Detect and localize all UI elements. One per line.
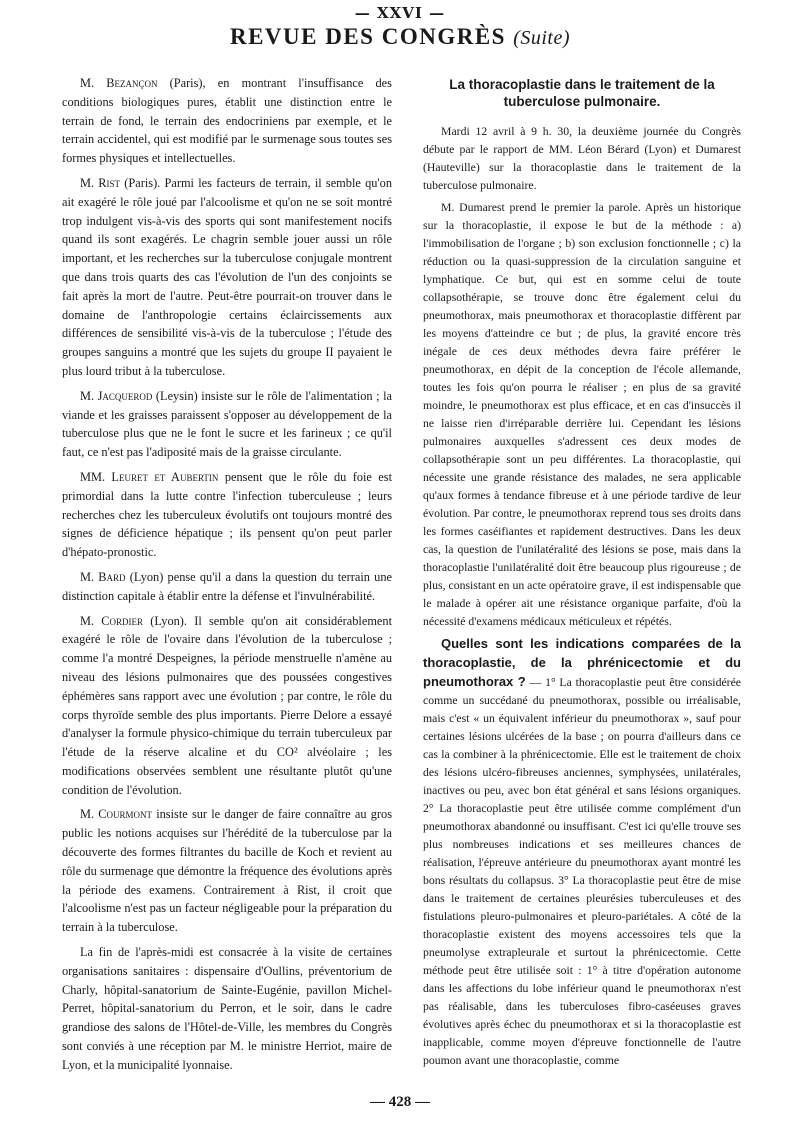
paragraph-text: (Lyon). Il semble qu'on ait considérablement exagéré le rôle de l'ovaire dans l'évolution de la tuberculose ; comme l'a montré Despeignes, la période menstruelle n'amène au niveau des lésions pulmonaires que des poussées congestives éphémères sans rapport avec une évolution ; par contre, le rôle du corps thyroïde semble des plus importants. Pierre Delore a essayé d'analyser la formule physico-chimique du terrain tuberculeux par l'étude de la réserve alcaline et du CO² alvéolaire ; les modifications observées semblent une résultante plutôt qu'une condition de l'évolution. xyxy=(62,613,392,797)
page-title-main: REVUE DES CONGRÈS xyxy=(229,24,506,49)
paragraph-text: La fin de l'après-midi est consacrée à la visite de certaines organisations sanitaires : dispensaire d'Oullins, préventorium de Charly, hôpital-sanatorium de Sainte-Eugénie, pavillon Michel-Perret, hôpital-sanatorium du Perron, et le soir, dans le cadre grandiose des salons de l'Hôtel-de-Ville, les membres du Congrès sont conviés à une réception par M. le ministre Herriot, maire de Lyon, et la municipalité lyonnaise. xyxy=(62,945,392,1072)
paragraph-text: (Paris), en montrant l'insuffisance des conditions biologiques pures, établit une distinction entre le terrain de fond, le terrain des endocriniens par exemple, et le terrain accidentel, qui est modifié par le surmenage sous toutes ses formes physiques et intellectuelles. xyxy=(62,76,392,166)
speaker-name: M. Bard xyxy=(80,569,126,584)
paragraph-indications xyxy=(423,635,741,1070)
page-title-suffix: (Suite) xyxy=(513,27,571,49)
left-column xyxy=(62,74,392,1081)
paragraph-jacquerod xyxy=(62,387,392,462)
speaker-name: M. Jacquerod xyxy=(80,388,153,403)
paragraph-visite xyxy=(62,943,392,1075)
paragraph-bezancon xyxy=(62,74,392,168)
paragraph-text: (Lyon) pense qu'il a dans la question du terrain une distinction capitale à établir entre la défense et l'invulnérabilité. xyxy=(62,569,392,603)
question-heading: Quelles sont les indications comparées de la thoracoplastie, de la phrénicectomie et du pneumothorax ? xyxy=(423,636,741,689)
section-heading: La thoracoplastie dans le traitement de la tuberculose pulmonaire. xyxy=(449,77,715,109)
paragraph-rist xyxy=(62,174,392,381)
paragraph-bard xyxy=(62,568,392,606)
page-number: — 428 — xyxy=(370,1094,430,1110)
speaker-name: M. Cordier xyxy=(80,613,144,628)
paragraph-text: — 1° La thoracoplastie peut être considérée comme un succédané du pneumothorax, possible ou irréalisable, mais c'est « un équivalent inférieur du pneumothorax », sauf pour certaines lésions ulcérées de la base ; on pourra d'ailleurs dans ce cas la combiner à la phrénicectomie. Elle est le traitement de choix des lésions ulcéro-fibreuses anciennes, symphysées, unilatérales, inactives ou peu, avec bon état général et sans lésions organiques. 2° La thoracoplastie peut être utilisée comme complément d'un pneumothorax abandonné ou insuffisant. C'est ici qu'elle trouve ses plus nombreuses indications et ses meilleures chances de réalisation, l'épreuve antérieure du pneumothorax ayant montré les bons résultats du collapsus. 3° La thoracoplastie peut être de mise dans le traitement de certaines pleurésies tuberculeuses et des fistulations pleuro-pulmonaires et pleuro-pariétales. A côté de la thoracoplastie existent des moyens accessoires tels que la pneumolyse extrapleurale et surtout la phrénicectomie. Cette méthode peut être utilisée soit : 1° à titre d'opération autonome dans les affections du lobe inférieur quand le pneumothorax n'est pas réalisable, dans les tuberculoses fibro-caséeuses graves évolutives après échec du pneumothorax et si la thoracoplastie est inapplicable, comme moyen d'épreuve fonctionnelle de l'autre poumon avant une thoracoplastie, comme xyxy=(423,676,742,1067)
paragraph-text: Mardi 12 avril à 9 h. 30, la deuxième journée du Congrès débute par le rapport de MM. Léon Bérard (Lyon) et Dumarest (Hauteville) sur la thoracoplastie dans le traitement de la tuberculose pulmonaire. xyxy=(423,125,741,192)
speaker-name: MM. Leuret et Aubertin xyxy=(80,469,219,484)
speaker-name: M. Rist xyxy=(80,175,121,190)
paragraph-leuret-aubertin xyxy=(62,468,392,562)
paragraph-text: pensent que le rôle du foie est primordial dans la lutte contre l'infection tuberculeuse ; leurs recherches chez les tuberculeux évolutifs ont toujours montré des signes de déficience hépatique ; ils pensent qu'on peut parler d'hépato-pronostic. xyxy=(62,469,393,560)
paragraph-courmont xyxy=(62,805,392,937)
paragraph-text: M. Dumarest prend le premier la parole. Après un historique sur la thoracoplastie, il expose le but de la méthode : a) l'immobilisation de l'organe ; b) son exclusion fonctionnelle ; c) la réduction ou la quasi-suppression de la circulation sanguine et lymphatique. Ce but, qui est en somme celui de toute collapsothérapie, se trouve donc être également celui du pneumothorax, mais pneumothorax et thoracoplastie diffèrent par les moyens d'atteindre ce but ; de plus, la gravité encore très inégale de ces deux méthodes devra faire préférer le pneumothorax, en dépit de la conception de l'école allemande, toutes les fois qu'on pourra le réaliser ; en plus de sa gravité moindre, le pneumothorax est plus efficace, et en cas d'insuccès il ne laisse rien d'irréparable derrière lui. Cependant les lésions pulmonaires auxquelles s'adressent ces deux modes de collapsothérapie sont un peu différentes. La thoracoplastie, qui nécessite une grande résistance des malades, ne sera applicable qu'aux formes à tendance fibreuse et à une période tardive de leur évolution. Par contre, le pneumothorax reprend tous ses droits dans les formes caséifiantes et rapidement destructives. Dans les deux cas, la question de l'unilatéralité des lésions se pose, mais dans la thoracoplastie l'unilatéralité doit être beaucoup plus rigoureuse ; de plus, consistant en un acte opératoire grave, il est indispensable que le malade à opérer ait une résistance organique parfaite, d'où la nécessité d'examens médicaux méticuleux et répétés. xyxy=(423,201,741,628)
paragraph-text: (Leysin) insiste sur le rôle de l'alimentation ; la viande et les graisses paraissent s'opposer au développement de la tuberculose plus que ne le font le sucre et les farineux ; ce qu'il faut, ce n'est pas l'adiposité mais de la graisse circulante. xyxy=(62,388,392,460)
paragraph-text: (Paris). Parmi les facteurs de terrain, il semble qu'on ait exagéré le rôle joué par l'alcoolisme et qu'on ne se soit montré trop indulgent vis-à-vis des sports qui sont manifestement nocifs quand ils sont exagérés. Le chagrin semble jouer aussi un rôle important, et les recherches sur la tuberculose conjugale montrent que dans trois quarts des cas l'évolution de l'un des conjoints se fait après la mort de l'autre. Peut-être pourrait-on trouver dans le domaine de l'anthropologie certains éclaircissements aux différences de sensibilité vis-à-vis de la tuberculose ; l'étude des groupes sanguins a montré que les sujets du groupe II payaient le plus lourd tribut à la tuberculose. xyxy=(62,175,393,378)
paragraph-text: insiste sur le danger de faire connaître au gros public les notions acquises sur l'hérédité de la tuberculose par la découverte des formes filtrantes du bacille de Koch et revient au rôle du surmenage que démontre la fréquence des évolutions après la période des examens. Contrairement à Rist, il croit que l'alcoolisme n'est pas un facteur négligeable pour la préparation du terrain à la tuberculose. xyxy=(62,807,392,935)
speaker-name: M. Bezançon xyxy=(80,76,158,90)
speaker-name: M. Courmont xyxy=(80,807,152,822)
page-title xyxy=(0,24,800,50)
right-column xyxy=(423,76,741,1074)
paragraph-cordier xyxy=(62,612,392,800)
roman-page-number: — XXVI — xyxy=(354,4,446,22)
paragraph-intro xyxy=(423,123,741,195)
paragraph-dumarest xyxy=(423,199,741,631)
